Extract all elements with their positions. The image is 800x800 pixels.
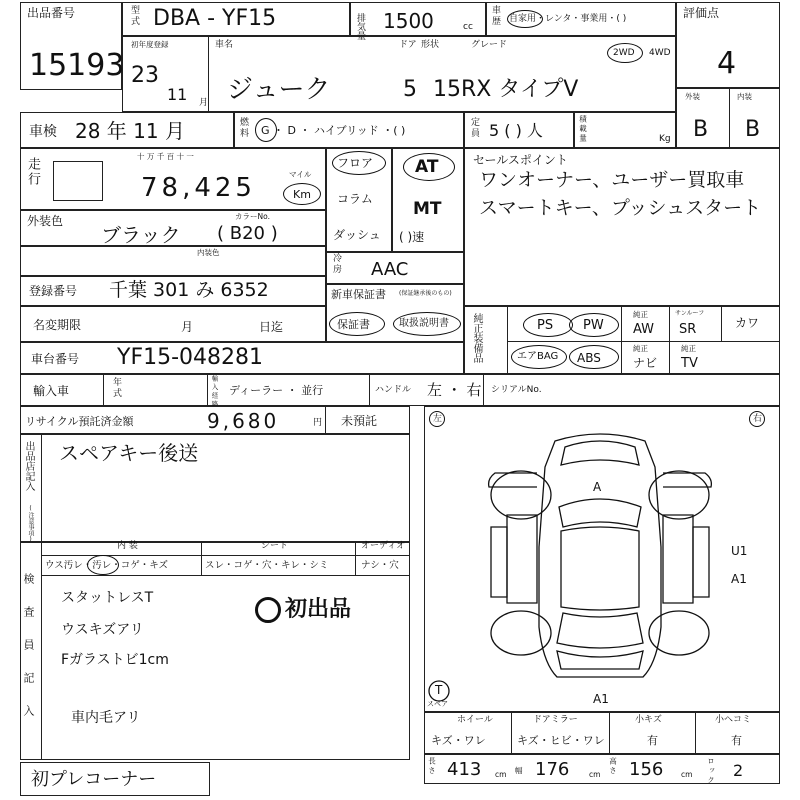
height-label: 高さ (608, 757, 618, 776)
shift-floor-circle (332, 151, 386, 175)
roku-value: 2 (733, 761, 744, 780)
diagram-right-label: 右 (753, 414, 763, 424)
lot-number-label: 出品番号 (27, 6, 76, 20)
int-color-box (20, 246, 326, 276)
import-channel-label: 輸入経路 (210, 375, 219, 409)
score-box (676, 2, 780, 88)
width-label: 幅 (515, 766, 523, 775)
reg-no-label: 登録番号 (29, 284, 78, 298)
color-box (20, 210, 326, 246)
mileage-checkbox (53, 161, 103, 201)
equip-pw: PW (583, 318, 604, 333)
fuel-label: 燃料 (238, 117, 248, 139)
shape-label: 形状 (421, 40, 440, 50)
first-reg-month-unit: 月 (199, 98, 209, 108)
shift-column: コラム (337, 192, 373, 206)
int-color-label: 内装色 (197, 248, 220, 257)
mileage-box (20, 148, 326, 210)
height-unit: cm (681, 770, 693, 779)
int-note1: スタットレスT (61, 590, 154, 606)
equip-abs: ABS (577, 351, 601, 365)
int-items: ウス汚レ・汚レ・コゲ・キズ (45, 560, 169, 571)
shaken-label: 車検 (29, 124, 57, 140)
score-label: 評価点 (683, 6, 720, 20)
car-name: ジューク (227, 75, 331, 105)
model-code-label: 型式 (129, 5, 139, 27)
usage-label: 車歴 (490, 5, 500, 27)
trans-mt: MT (413, 199, 442, 219)
first-reg-label: 初年度登録 (131, 40, 169, 49)
spare-mark: T (435, 683, 443, 697)
equip-sr: SR (679, 322, 697, 337)
equip-sr-label: サンルーフ (675, 310, 705, 317)
int-stain-circle (87, 555, 119, 575)
usage-box (486, 2, 676, 36)
mileage-unit-km: Km (293, 188, 311, 201)
recycle-amount: 9,680 (207, 409, 280, 433)
fuel-box (234, 112, 464, 148)
equip-navi-label: 純正 (633, 344, 648, 353)
door-label: ドア (399, 40, 417, 50)
ac-label: 冷房 (331, 253, 341, 275)
wheel-items: キズ・ワレ (431, 734, 486, 747)
ext-int-grade-box (676, 88, 780, 148)
first-listing-stamp (255, 593, 387, 629)
trans-at: AT (415, 157, 439, 177)
small-dent-label: 小ヘコミ (715, 715, 752, 725)
equip-tv: TV (681, 356, 698, 371)
seat-items: スレ・コゲ・穴・キレ・シミ (205, 560, 329, 571)
door-count: 5 (403, 77, 417, 102)
warranty-label: 新車保証書 (331, 288, 386, 301)
warranty-note: (保証継承後のもの) (399, 290, 452, 297)
lot-number: 15193 (29, 48, 125, 83)
shift-floor: フロア (337, 156, 374, 170)
load-box (574, 112, 676, 148)
color-no: ( B20 ) (217, 223, 278, 244)
equip-airbag: エアBAG (517, 351, 559, 362)
width-value: 176 (535, 759, 570, 780)
capacity-box (464, 112, 574, 148)
sales-point-line2: スマートキー、プッシュスタート (479, 197, 762, 219)
displacement-label: 排気量 (355, 13, 365, 40)
width-unit: cm (589, 770, 601, 779)
car-diagram-box (424, 406, 780, 712)
mileage-value: 78,425 (141, 173, 256, 203)
import-label: 輸入車 (33, 384, 70, 398)
score-value: 4 (717, 46, 737, 81)
load-unit: Kg (659, 134, 671, 144)
model-code-box (122, 2, 350, 36)
fuel-selected-circle (255, 118, 277, 142)
drive-4wd: 4WD (649, 48, 671, 58)
equip-tv-label: 純正 (681, 344, 696, 353)
wheel-label: ホイール (457, 715, 493, 725)
shift-dash: ダッシュ (333, 228, 381, 242)
ac-value: AAC (371, 259, 409, 280)
grade-value: 15RX タイプV (433, 77, 579, 102)
import-channel: ディーラー ・ 並行 (229, 384, 324, 397)
interior-section (20, 542, 410, 760)
inspector-label: 検査員記入 (22, 573, 35, 738)
car-outline (425, 407, 781, 713)
recycle-label: リサイクル預託済金額 (25, 415, 134, 428)
drive-2wd: 2WD (613, 48, 635, 58)
name-change-month: 月 (181, 320, 194, 334)
diagram-left-label: 左 (433, 414, 443, 424)
small-scratch: 有 (647, 734, 658, 747)
manual: 取扱説明書 (399, 318, 449, 329)
diagram-mark-a: A (593, 480, 602, 494)
sales-point-line1: ワンオーナー、ユーザー買取車 (479, 169, 745, 191)
equip-kawa: カワ (735, 316, 760, 330)
equip-ps-circle (523, 313, 573, 337)
remarks-text: スペアキー後送 (59, 441, 199, 465)
equip-ps: PS (537, 318, 554, 333)
usage-selected-circle (507, 10, 543, 28)
shaken-box (20, 112, 234, 148)
shaken-value: 28 年 11 月 (75, 119, 185, 143)
color-no-label: カラーNo. (235, 212, 270, 221)
displacement-unit: cc (463, 22, 473, 32)
equip-pw-circle (569, 313, 619, 337)
usage-options: 自家用・レンタ・事業用・( ) (509, 14, 627, 24)
capacity-label: 定員 (469, 117, 479, 139)
interior-grade: B (745, 117, 761, 142)
length-unit: cm (495, 770, 507, 779)
equipment-label: 純正装備品 (471, 313, 482, 363)
audio-items: ナシ・穴 (361, 560, 399, 571)
equip-airbag-circle (511, 345, 567, 369)
trans-at-circle (403, 153, 455, 181)
height-value: 156 (629, 759, 664, 780)
color-value: ブラック (101, 223, 181, 247)
mirror-items: キズ・ヒビ・ワレ (517, 734, 605, 747)
mileage-unit-mile: マイル (289, 170, 312, 179)
warranty-box (326, 284, 464, 342)
diagram-mark-u1: U1 (731, 544, 748, 558)
lot-number-box (20, 2, 125, 90)
remarks-label: 出品店記入 (23, 441, 34, 491)
sales-point-box (464, 148, 780, 306)
chassis-box (20, 342, 464, 374)
capacity-value: 5 ( ) 人 (489, 121, 543, 140)
diagram-mark-a1-rear: A1 (593, 692, 609, 706)
equip-aw-label: 純正 (633, 310, 648, 319)
recycle-box (20, 406, 410, 434)
stamp-seal-icon (255, 597, 281, 623)
equip-navi: ナビ (633, 356, 658, 370)
name-change-day: 日迄 (259, 320, 284, 334)
warranty-card-circle (329, 312, 385, 336)
ac-box (326, 252, 464, 284)
diagram-mark-a1-right: A1 (731, 572, 747, 586)
first-reg-year: 23 (131, 63, 159, 88)
corner-label: 初プレコーナー (31, 769, 157, 790)
equipment-box (464, 306, 780, 374)
mileage-label: 走行 (25, 157, 40, 187)
recycle-unit: 円 (313, 418, 323, 428)
import-row (20, 374, 780, 409)
reg-no-box (20, 276, 326, 306)
model-code: DBA - YF15 (153, 6, 277, 31)
car-name-label: 車名 (215, 40, 234, 50)
handle-value: 左 ・ 右 (427, 381, 482, 399)
audio-header: オーディオ (361, 541, 406, 551)
manual-circle (393, 312, 461, 336)
handle-label: ハンドル (375, 385, 412, 395)
exterior-grade: B (693, 117, 709, 142)
int-note4: 車内毛アリ (71, 710, 141, 726)
displacement-value: 1500 (383, 9, 434, 33)
chassis-label: 車台番号 (31, 352, 80, 366)
spare-label: スペア (427, 700, 448, 708)
corner-box (20, 762, 210, 796)
displacement-box (350, 2, 486, 40)
recycle-unpaid: 未預託 (341, 414, 378, 428)
sales-point-label: セールスポイント (473, 153, 568, 167)
first-reg-month: 11 (167, 85, 188, 104)
warranty-card: 保証書 (337, 318, 370, 331)
mirror-label: ドアミラー (533, 715, 578, 725)
trans-speed: ( )速 (399, 230, 425, 244)
length-label: 長さ (427, 757, 437, 776)
length-value: 413 (447, 759, 482, 780)
remarks-box (20, 434, 410, 542)
seat-header: シート (261, 541, 289, 551)
drive-2wd-circle (607, 43, 643, 63)
small-scratch-label: 小キズ (635, 715, 662, 725)
name-change-label: 名変期限 (33, 318, 82, 332)
shift-box (326, 148, 392, 252)
equip-aw: AW (633, 322, 655, 337)
load-label: 積載量 (578, 115, 588, 144)
reg-no: 千葉 301 み 6352 (109, 279, 269, 301)
serial-label: シリアルNo. (491, 385, 542, 395)
int-note2: ウスキズアリ (61, 622, 144, 638)
int-note3: Fガラストビ1cm (61, 652, 169, 668)
equip-abs-circle (569, 345, 619, 369)
int-header: 内 装 (117, 541, 138, 551)
stamp-text: 初出品 (285, 597, 352, 622)
interior-grade-label: 内装 (737, 92, 752, 101)
chassis-no: YF15-048281 (117, 345, 264, 370)
roku-label: ロック (706, 757, 716, 786)
grade-label: グレード (471, 40, 508, 50)
car-info-box (122, 36, 676, 112)
exterior-grade-label: 外装 (685, 92, 700, 101)
name-change-box (20, 306, 326, 342)
model-year-label: 年式 (111, 377, 121, 399)
small-dent: 有 (731, 734, 742, 747)
transmission-box (392, 148, 464, 252)
mileage-km-circle (283, 183, 321, 205)
mileage-digits: 十 万 千 百 十 一 (137, 152, 194, 161)
remarks-sub: (注意事項) (27, 505, 34, 543)
color-label: 外装色 (27, 214, 64, 228)
fuel-options: G ・ D ・ ハイブリッド ・( ) (261, 124, 406, 137)
dimensions-row (424, 754, 780, 784)
wheel-mirror-row (424, 712, 780, 754)
